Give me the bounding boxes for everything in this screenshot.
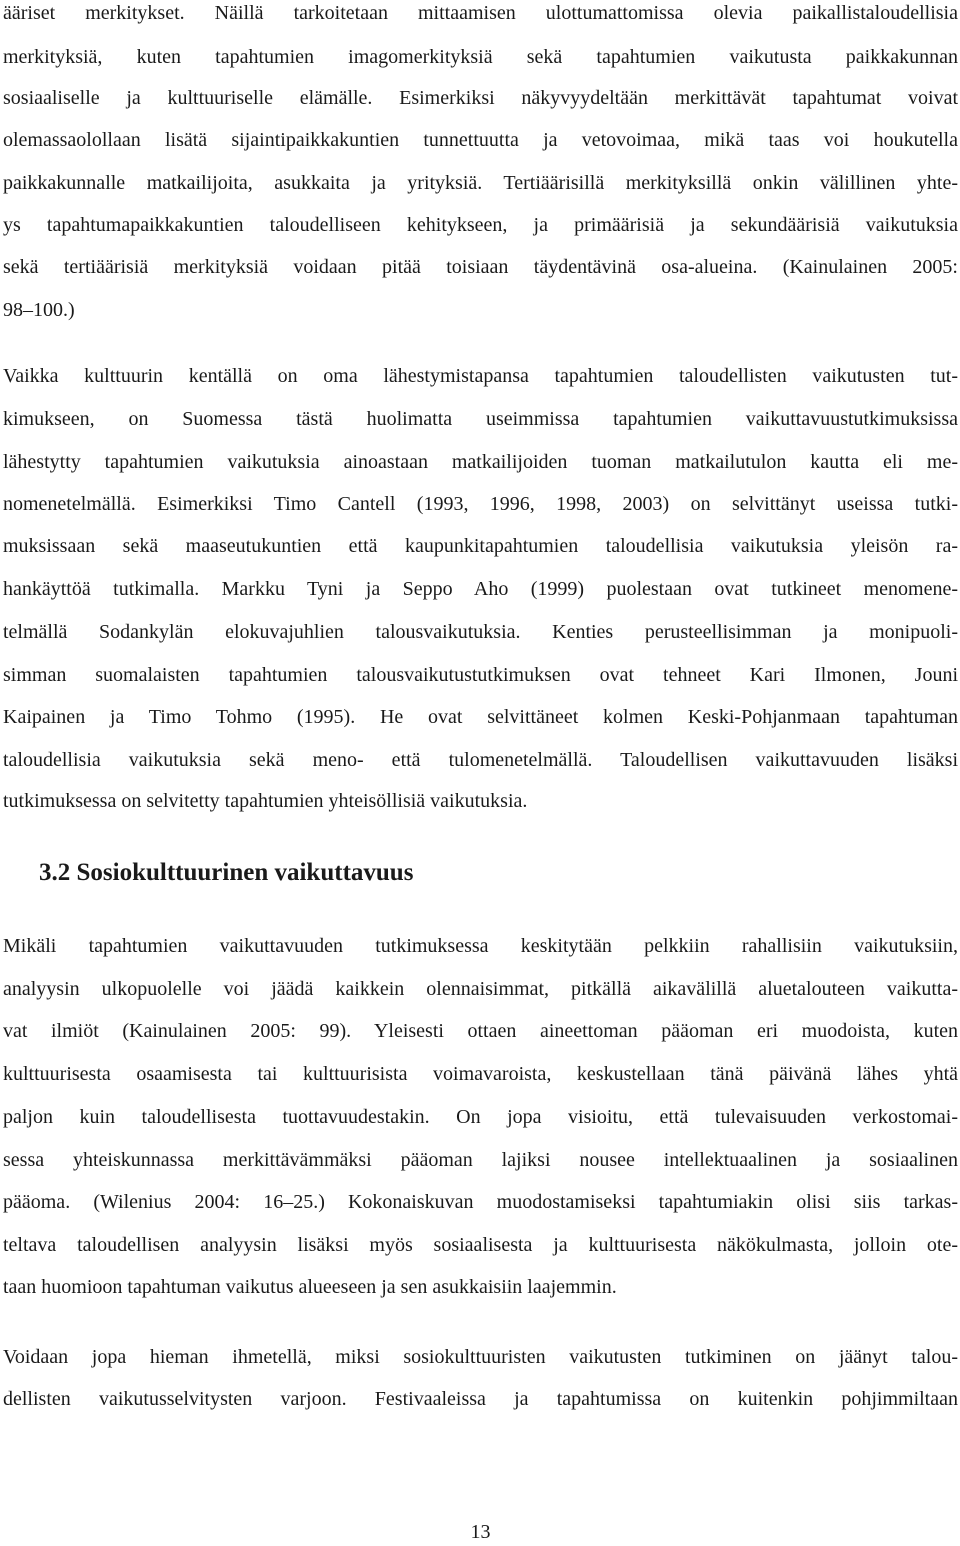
section-heading: 3.2 Sosiokulttuurinen vaikuttavuus (39, 859, 414, 886)
paragraph-line: analyysin ulkopuolelle voi jäädä kaikkein olennaisimmat, pitkällä aikavälillä aluetalouteen vaikutta- (3, 978, 958, 1000)
paragraph-line: Voidaan jopa hieman ihmetellä, miksi sosiokulttuuristen vaikutusten tutkiminen on jäänyt talou- (3, 1346, 958, 1368)
paragraph-line: hankäyttöä tutkimalla. Markku Tyni ja Seppo Aho (1999) puolestaan ovat tutkineet menomene- (3, 578, 958, 600)
paragraph-line: ys tapahtumapaikkakuntien taloudelliseen kehitykseen, ja primäärisiä ja sekundäärisiä vaikutuksia (3, 214, 958, 236)
paragraph-line: vat ilmiöt (Kainulainen 2005: 99). Yleisesti ottaen aineettoman pääoman eri muodoista, kuten (3, 1020, 958, 1042)
paragraph-line: sessa yhteiskunnassa merkittävämmäksi pääoman lajiksi nousee intellektuaalinen ja sosiaalinen (3, 1149, 958, 1171)
document-page (3, 0, 958, 1543)
paragraph-line: paljon kuin taloudellisesta tuottavuudestakin. On jopa visioitu, että tulevaisuuden verkostomai- (3, 1106, 958, 1128)
paragraph-line: sosiaaliselle ja kulttuuriselle elämälle. Esimerkiksi näkyvyydeltään merkittävät tapahtumat voivat (3, 87, 958, 109)
paragraph-line: taloudellisia vaikutuksia sekä meno- että tulomenetelmällä. Taloudellisen vaikuttavuuden lisäksi (3, 749, 958, 771)
paragraph-line: dellisten vaikutusselvitysten varjoon. Festivaaleissa ja tapahtumissa on kuitenkin pohjimmiltaan (3, 1388, 958, 1410)
paragraph-line: sekä tertiäärisiä merkityksiä voidaan pitää toisiaan täydentävinä osa-alueina. (Kainulainen 2005: (3, 256, 958, 278)
paragraph-line: telmällä Sodankylän elokuvajuhlien talousvaikutuksia. Kenties perusteellisimman ja monipuoli- (3, 621, 958, 643)
paragraph-line: tutkimuksessa on selvitetty tapahtumien yhteisöllisiä vaikutuksia. (3, 790, 528, 812)
paragraph-line: paikkakunnalle matkailijoita, asukkaita ja yrityksiä. Tertiäärisillä merkityksillä onkin välillinen yhte- (3, 172, 958, 194)
paragraph-line: Vaikka kulttuurin kentällä on oma lähestymistapansa tapahtumien taloudellisten vaikutusten tut- (3, 365, 958, 387)
page-number: 13 (470, 1521, 491, 1543)
paragraph-line: Kaipainen ja Timo Tohmo (1995). He ovat selvittäneet kolmen Keski-Pohjanmaan tapahtuman (3, 706, 958, 728)
paragraph-line: 98–100.) (3, 299, 75, 321)
paragraph-line: Mikäli tapahtumien vaikuttavuuden tutkimuksessa keskitytään pelkkiin rahallisiin vaikutuksiin, (3, 935, 958, 957)
paragraph-line: lähestytty tapahtumien vaikutuksia ainoastaan matkailijoiden tuoman matkailutulon kautta eli me- (3, 451, 958, 473)
paragraph-line: ääriset merkitykset. Näillä tarkoitetaan mittaamisen ulottumattomissa olevia paikallistaloudellisia (3, 2, 958, 24)
paragraph-line: taan huomioon tapahtuman vaikutus alueeseen ja sen asukkaisiin laajemmin. (3, 1276, 617, 1298)
paragraph-line: kimukseen, on Suomessa tästä huolimatta useimmissa tapahtumien vaikuttavuustutkimuksissa (3, 408, 958, 430)
paragraph-line: muksissaan sekä maaseutukuntien että kaupunkitapahtumien taloudellisia vaikutuksia yleisön ra- (3, 535, 958, 557)
paragraph-line: olemassaolollaan lisätä sijaintipaikkakuntien tunnettuutta ja vetovoimaa, mikä taas voi houkutella (3, 129, 958, 151)
paragraph-line: nomenetelmällä. Esimerkiksi Timo Cantell (1993, 1996, 1998, 2003) on selvittänyt useissa tutki- (3, 493, 958, 515)
paragraph-line: teltava taloudellisen analyysin lisäksi myös sosiaalisesta ja kulttuurisesta näkökulmasta, jolloin ote- (3, 1234, 958, 1256)
paragraph-line: kulttuurisesta osaamisesta tai kulttuurisista voimavaroista, keskustellaan tänä päivänä lähes yhtä (3, 1063, 958, 1085)
paragraph-line: pääoma. (Wilenius 2004: 16–25.) Kokonaiskuvan muodostamiseksi tapahtumiakin olisi siis tarkas- (3, 1191, 958, 1213)
paragraph-line: merkityksiä, kuten tapahtumien imagomerkityksiä sekä tapahtumien vaikutusta paikkakunnan (3, 46, 958, 68)
paragraph-line: simman suomalaisten tapahtumien talousvaikutustutkimuksen ovat tehneet Kari Ilmonen, Jouni (3, 664, 958, 686)
